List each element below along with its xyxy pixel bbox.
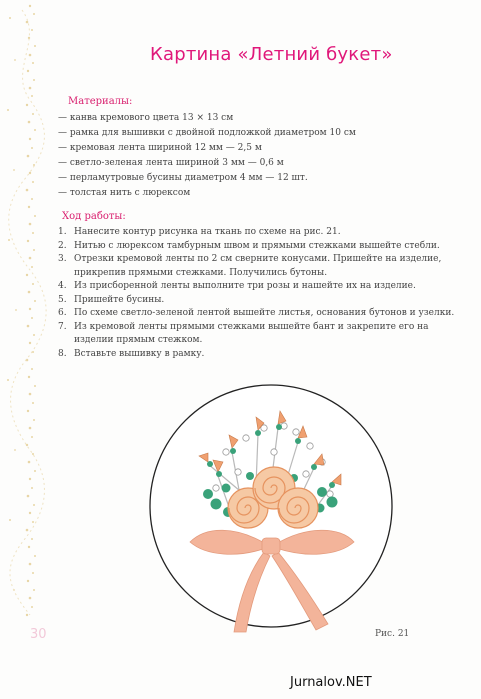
list-item: — перламутровые бусины диаметром 4 мм — 12 шт.: [58, 173, 308, 183]
step-number: 4.: [58, 281, 67, 291]
step-item: [58, 348, 468, 362]
list-item: — светло-зеленая лента шириной 3 мм — 0,6 м: [58, 158, 284, 168]
step-number: 8.: [58, 348, 67, 359]
step-number: 3.: [58, 254, 67, 264]
step-text: Из присборенной ленты выполните три розы и нашейте их на изделие.: [74, 281, 416, 291]
list-item: — кремовая лента шириной 12 мм — 2,5 м: [58, 143, 262, 153]
step-text: Отрезки кремовой ленты по 2 см сверните конусами. Пришейте на изделие, прикрепив прямыми стежками. Получились бутоны.: [74, 254, 442, 278]
watermark-text: Jurnalov.NET: [290, 675, 372, 690]
step-text: Нанесите контур рисунка на ткань по схеме на рис. 21.: [74, 227, 341, 237]
step-number: 5.: [58, 294, 67, 305]
list-item: — канва кремового цвета 13 × 13 см: [58, 113, 234, 123]
list-item: — рамка для вышивки с двойной подложкой диаметром 10 см: [58, 128, 356, 138]
step-item: [58, 294, 468, 308]
page-title: Картина «Летний букет»: [150, 44, 393, 65]
step-item: [58, 253, 468, 280]
step-text: Из кремовой ленты прямыми стежками вышейте бант и закрепите его на изделии прямым стежком.: [74, 321, 429, 345]
list-item: — толстая нить с люрексом: [58, 188, 191, 198]
step-item: [58, 307, 468, 321]
step-text: По схеме светло-зеленой лентой вышейте листья, основания бутонов и узелки.: [74, 308, 455, 318]
step-item: [58, 321, 468, 348]
page-number: 30: [30, 627, 47, 642]
step-number: 1.: [58, 227, 67, 237]
step-number: 6.: [58, 308, 67, 318]
step-number: 2.: [58, 240, 67, 251]
step-text: Нитью с люрексом тамбурным швом и прямыми стежками вышейте стебли.: [74, 240, 440, 251]
steps-heading: Ход работы:: [62, 211, 126, 222]
step-item: [58, 240, 468, 254]
steps-list: [58, 226, 468, 361]
step-item: [58, 226, 468, 240]
materials-list: [58, 111, 356, 201]
step-text: Вставьте вышивку в рамку.: [74, 348, 205, 359]
embroidery-illustration: [146, 376, 396, 636]
materials-heading: Материалы:: [68, 96, 133, 107]
step-number: 7.: [58, 321, 67, 332]
figure-caption: Рис. 21: [375, 629, 410, 639]
step-text: Пришейте бусины.: [74, 294, 165, 305]
step-item: [58, 280, 468, 294]
